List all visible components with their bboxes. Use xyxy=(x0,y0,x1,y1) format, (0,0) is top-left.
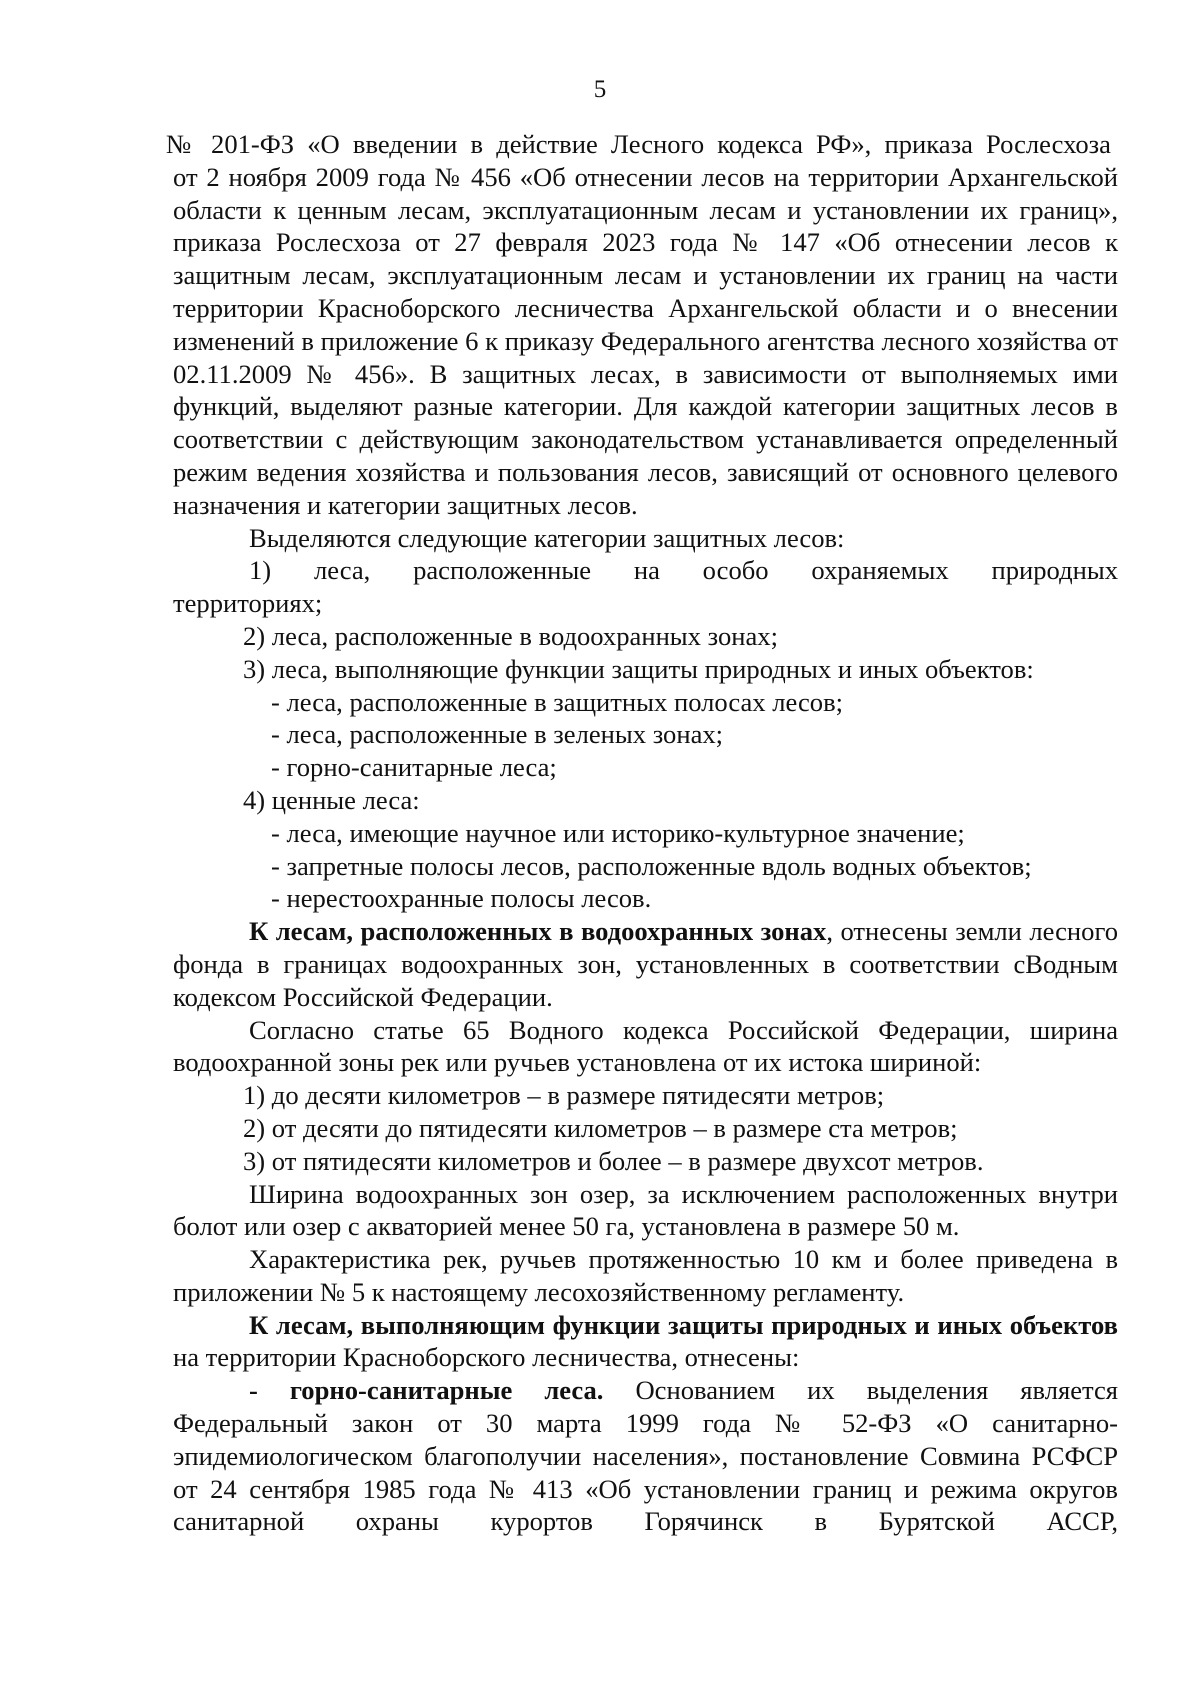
intro-first-line: № 201-ФЗ «О введении в действие Лесного кодекса РФ», приказа Рослесхоза xyxy=(166,129,1111,159)
protection-heading: К лесам, выполняющим функции защиты природных и иных объектов xyxy=(249,1309,1118,1340)
category-2: 2) леса, расположенные в водоохранных зонах; xyxy=(243,620,778,651)
intro-rest: от 2 ноября 2009 года № 456 «Об отнесении лесов на территории Архангельской области к ценным лесам, эксплуатационным лесам и установлении их границ», приказа Рослесхоза от 27 февраля 2023 года № 147 «Об отнесении лесов к защитным лесам, эксплуатационным лесам и установлении их границ на части территории Красноборского лесничества Архангельской области и о внесении изменений в приложение 6 к приказу Федерального агентства лесного хозяйства от 02.11.2009 № 456». В защитных лесах, в зависимости от выполняемых ими функций, выделяют разные категории. Для каждой категории защитных лесов в соответствии с действующим законодательством устанавливается определенный режим ведения хозяйства и пользования лесов, зависящий от основного целевого назначения и категории защитных лесов. xyxy=(173,161,1118,520)
article65-paragraph: Согласно статье 65 Водного кодекса Российской Федерации, ширина водоохранной зоны рек или ручьев установлена от их истока шириной: xyxy=(173,1014,1118,1078)
category-4: 4) ценные леса: xyxy=(243,784,420,815)
page-number: 5 xyxy=(593,76,607,103)
article65-item-3: 3) от пятидесяти километров и более – в размере двухсот метров. xyxy=(243,1145,984,1176)
rivers-paragraph: Характеристика рек, ручьев протяженностью 10 км и более приведена в приложении № 5 к настоящему лесохозяйственному регламенту. xyxy=(173,1244,1118,1307)
water-zone-text: , отнесены земли лесного фонда в границах водоохранных зон, установленных в соответствии сВодным кодексом Российской Федерации. xyxy=(173,916,1118,1012)
protection-paragraph xyxy=(173,1309,1118,1375)
category-4-sub-3: - нерестоохранные полосы лесов. xyxy=(271,883,652,914)
category-3-sub-2: - леса, расположенные в зеленых зонах; xyxy=(271,719,724,750)
lakes-paragraph: Ширина водоохранных зон озер, за исключением расположенных внутри болот или озер с акваторией менее 50 га, установлена в размере 50 м. xyxy=(173,1178,1118,1242)
category-1-line2: территориях; xyxy=(173,588,323,619)
category-4-sub-2: - запретные полосы лесов, расположенные вдоль водных объектов; xyxy=(271,850,1032,881)
article65-item-1: 1) до десяти километров – в размере пятидесяти метров; xyxy=(243,1080,885,1111)
water-zone-heading: К лесам, расположенных в водоохранных зонах xyxy=(249,916,827,947)
category-1-line1: 1) леса, расположенные на особо охраняемых природных xyxy=(249,555,1118,586)
mountain-forests-paragraph xyxy=(173,1374,1118,1538)
water-zone-paragraph xyxy=(173,915,1118,1013)
article65-item-2: 2) от десяти до пятидесяти километров – в размере ста метров; xyxy=(243,1112,958,1143)
intro-paragraph xyxy=(166,128,1118,522)
mountain-forests-text: Основанием их выделения является Федеральный закон от 30 марта 1999 года № 52-ФЗ «О санитарно-эпидемиологическом благополучии населения», постановление Совмина РСФСР от 24 сентября 1985 года № 413 «Об установлении границ и режима округов санитарной охраны курортов Горячинск в Бурятской АССР, xyxy=(173,1375,1118,1537)
category-4-sub-1: - леса, имеющие научное или историко-культурное значение; xyxy=(271,817,965,848)
document-body xyxy=(166,128,1118,1538)
protection-text: на территории Красноборского лесничества, отнесены: xyxy=(173,1342,800,1373)
category-3: 3) леса, выполняющие функции защиты природных и иных объектов: xyxy=(243,653,1034,684)
categories-intro: Выделяются следующие категории защитных лесов: xyxy=(249,522,845,553)
mountain-forests-heading: - горно-санитарные леса. xyxy=(249,1375,604,1406)
category-3-sub-1: - леса, расположенные в защитных полосах лесов; xyxy=(271,686,844,717)
category-3-sub-3: - горно-санитарные леса; xyxy=(271,752,557,783)
